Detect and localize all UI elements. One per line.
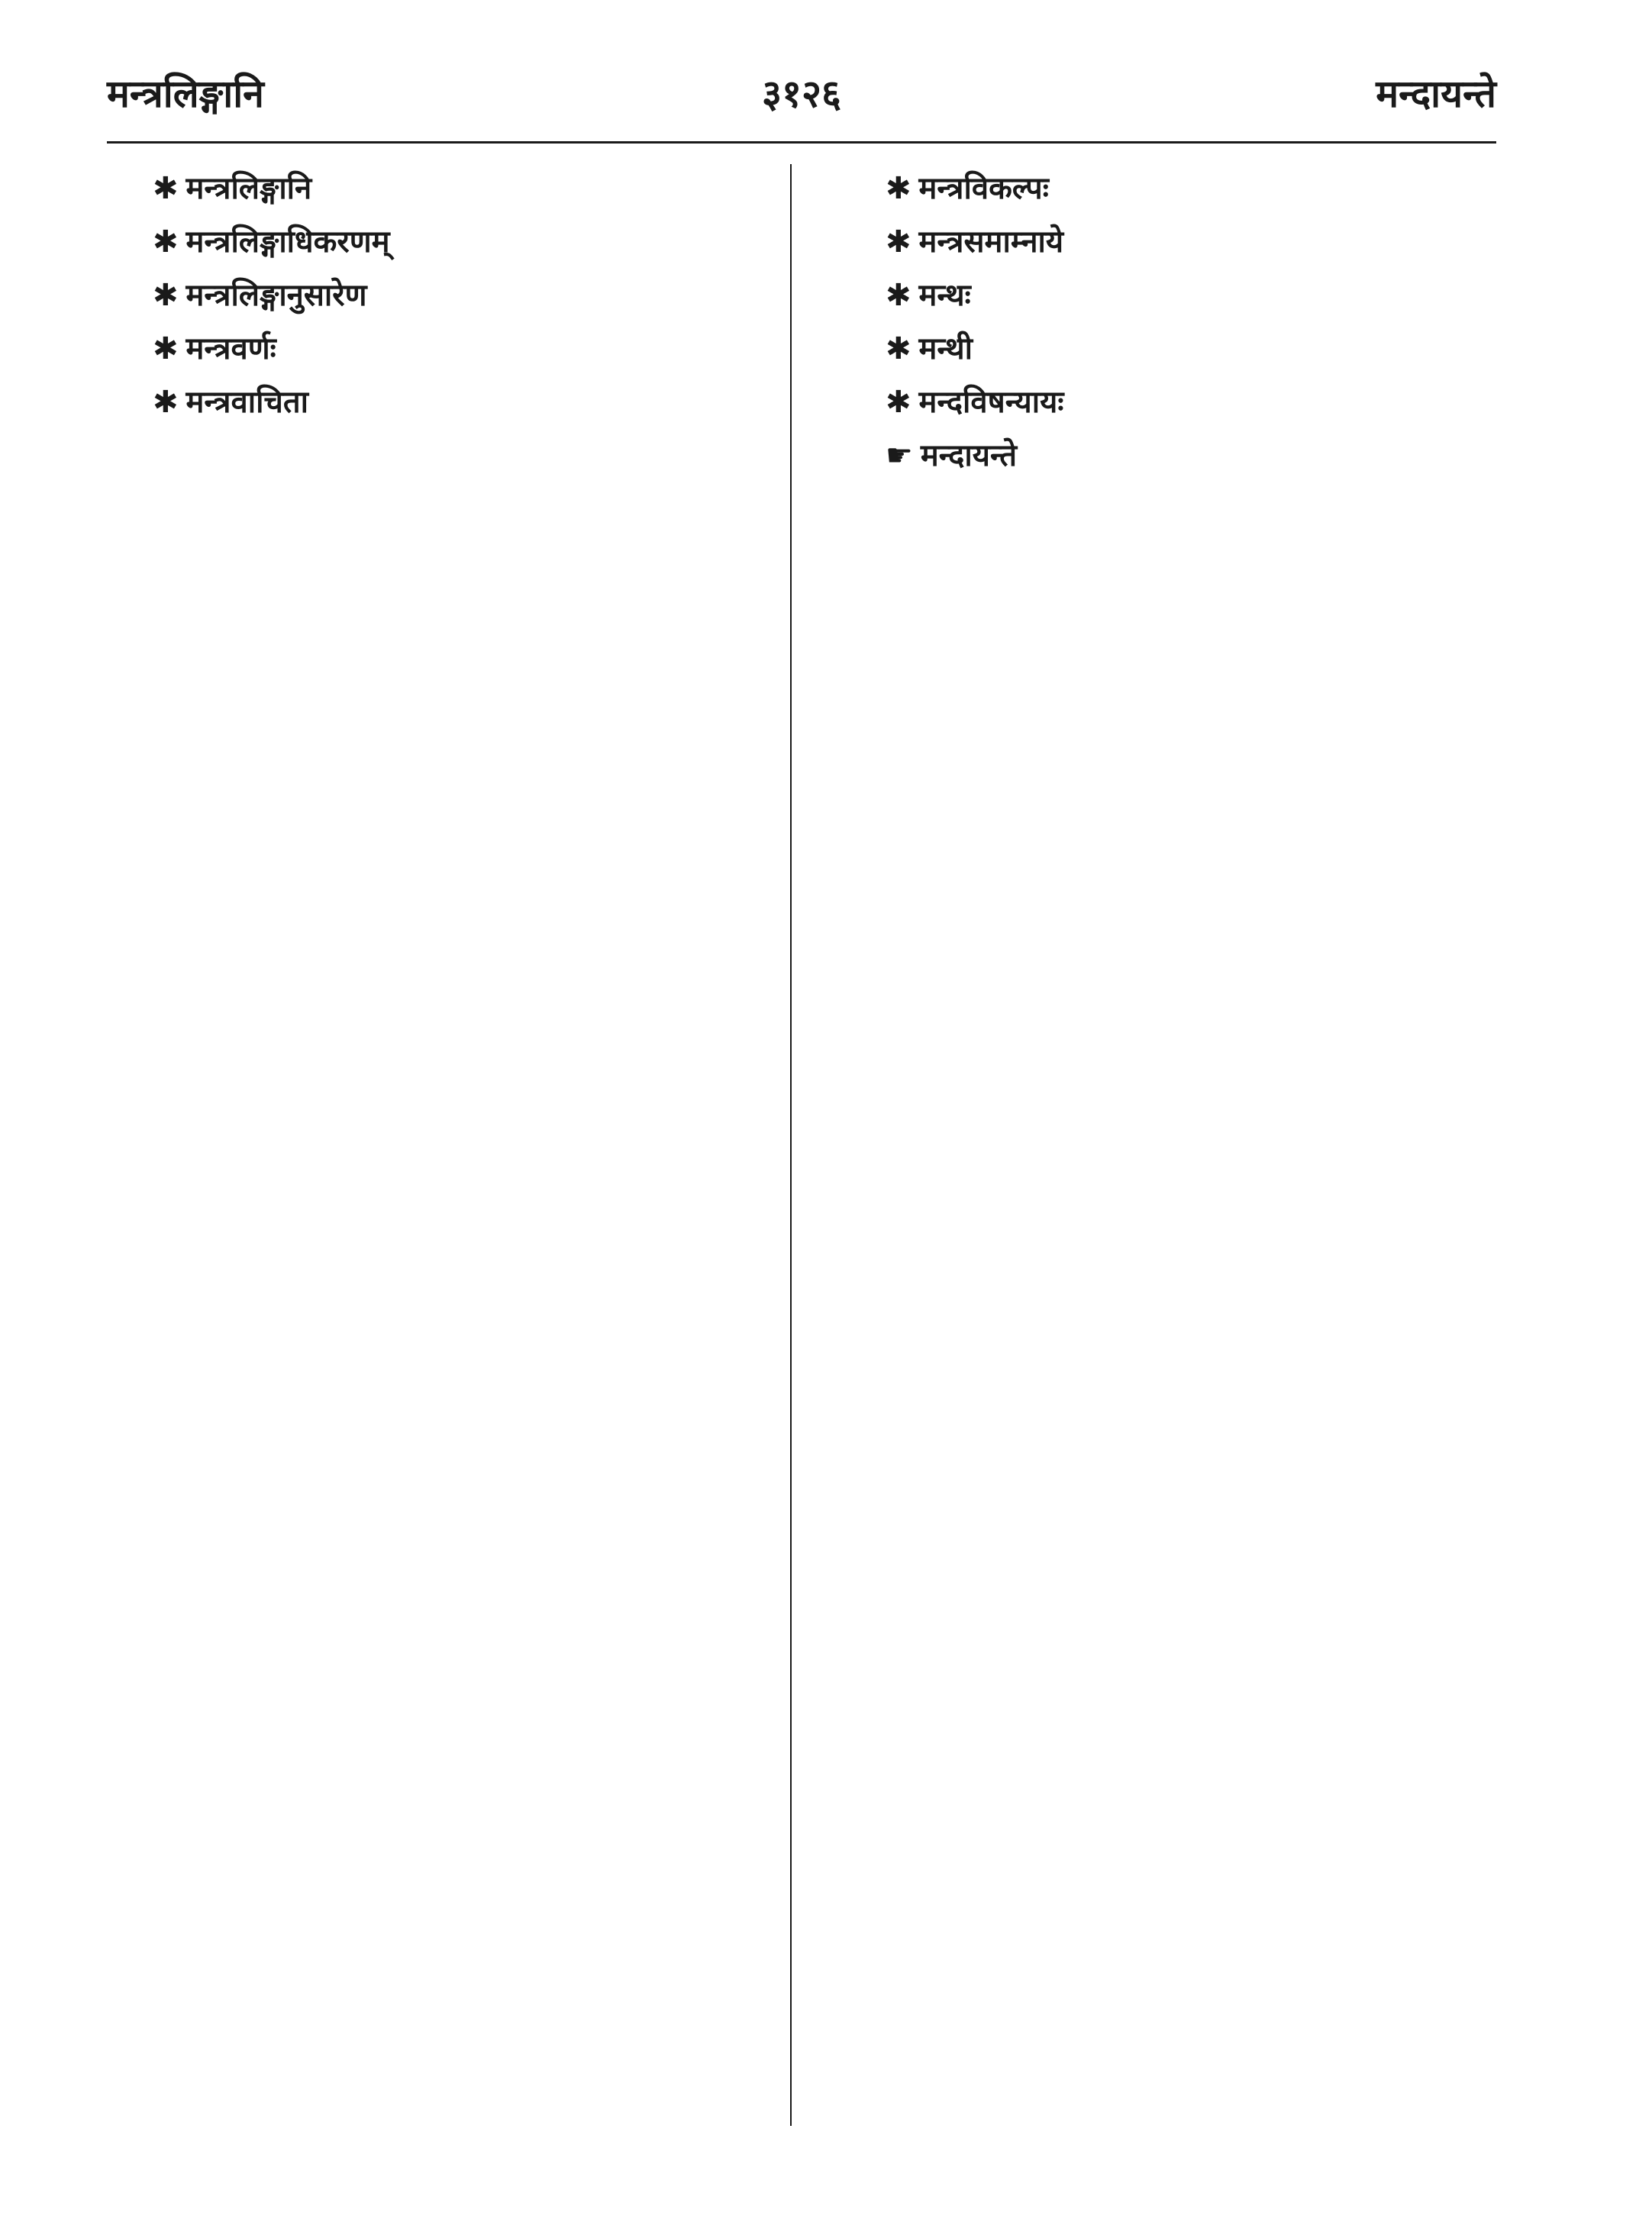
entry-headword: मन्थी bbox=[918, 331, 973, 366]
entry bbox=[832, 218, 1504, 266]
entry-mark: ☛ bbox=[886, 438, 913, 473]
entry-headword: मन्त्रसमाम्नाये bbox=[918, 224, 1064, 260]
entry-mark: ✱ bbox=[153, 224, 179, 260]
entry bbox=[832, 324, 1504, 373]
running-head-left: मन्त्रलिङ्गानि bbox=[107, 72, 264, 116]
entry-mark: ✱ bbox=[153, 171, 179, 206]
entry bbox=[99, 164, 771, 213]
entry-headword: मन्त्रलिङ्गानुसारेण bbox=[186, 278, 367, 313]
entry bbox=[832, 378, 1504, 427]
entry bbox=[99, 218, 771, 266]
entry-mark: ✱ bbox=[886, 224, 912, 260]
entry bbox=[99, 271, 771, 320]
entry bbox=[99, 378, 771, 427]
running-head-right: मन्दायन्ते bbox=[1376, 72, 1496, 116]
entry-mark: ✱ bbox=[153, 278, 179, 313]
entry-headword: मन्त्रलिङ्गाधिकरणम् bbox=[186, 224, 390, 260]
entry-mark: ✱ bbox=[153, 331, 179, 366]
column-divider bbox=[790, 164, 792, 2126]
entry-headword: मन्दविषन्यायः bbox=[918, 385, 1064, 420]
entry-mark: ✱ bbox=[886, 385, 912, 420]
entry-headword: मन्त्रविकल्पः bbox=[918, 171, 1049, 206]
page-number: ३१२६ bbox=[762, 72, 841, 116]
entry-headword: मन्त्रवाचिता bbox=[186, 385, 309, 420]
left-column bbox=[99, 164, 771, 2149]
entry-mark: ✱ bbox=[886, 171, 912, 206]
entry-headword: मन्त्रलिङ्गानि bbox=[186, 171, 312, 206]
entry bbox=[832, 431, 1504, 480]
entry-headword: मन्दायन्ते bbox=[920, 438, 1018, 473]
entry-mark: ✱ bbox=[886, 331, 912, 366]
entry bbox=[99, 324, 771, 373]
entry bbox=[832, 271, 1504, 320]
entry bbox=[832, 164, 1504, 213]
entry-mark: ✱ bbox=[153, 385, 179, 420]
entry-headword: मन्थः bbox=[918, 278, 971, 313]
entry-headword: मन्त्रवर्णः bbox=[186, 331, 276, 366]
right-column bbox=[832, 164, 1504, 2149]
header-rule bbox=[107, 141, 1496, 144]
entry-mark: ✱ bbox=[886, 278, 912, 313]
page-header bbox=[107, 53, 1496, 137]
